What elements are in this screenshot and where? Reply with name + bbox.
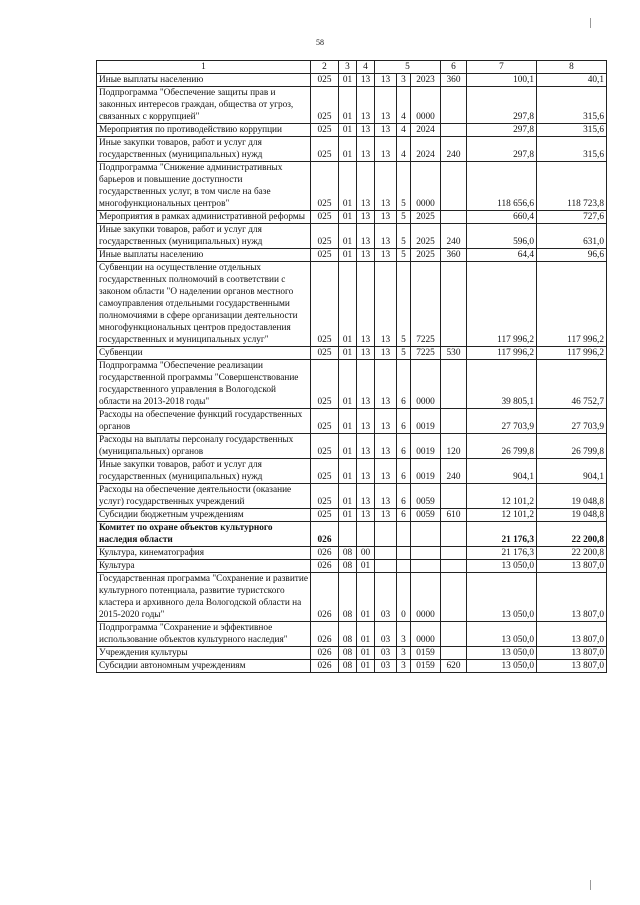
cell-expense-type	[441, 360, 467, 409]
row-name: Культура	[97, 560, 311, 573]
cell-amount-2017: 13 050,0	[467, 660, 537, 673]
cell-direction: 0000	[411, 162, 441, 211]
table-row	[97, 409, 607, 434]
cell-section: 01	[339, 162, 357, 211]
cell-subsection: 13	[357, 347, 375, 360]
cell-program: 13	[375, 249, 397, 262]
cell-amount-2018: 904,1	[537, 459, 607, 484]
cell-section: 08	[339, 647, 357, 660]
cell-expense-type	[441, 622, 467, 647]
cell-program	[375, 522, 397, 547]
cell-subsection: 13	[357, 124, 375, 137]
table-row	[97, 459, 607, 484]
row-name: Государственная программа "Сохранение и развитие культурного потенциала, развитие туристского кластера и архивного дела Вологодской области на 2015-2020 годы"	[97, 573, 311, 622]
cell-subsection: 13	[357, 459, 375, 484]
cell-direction: 0159	[411, 660, 441, 673]
table-row	[97, 360, 607, 409]
col-header-2: 2	[311, 61, 339, 74]
cell-amount-2018: 27 703,9	[537, 409, 607, 434]
cell-admin-code: 026	[311, 522, 339, 547]
cell-admin-code: 025	[311, 360, 339, 409]
cell-direction: 0059	[411, 484, 441, 509]
row-name: Расходы на выплаты персоналу государственных (муниципальных) органов	[97, 434, 311, 459]
cell-section: 08	[339, 573, 357, 622]
table-row	[97, 547, 607, 560]
cell-amount-2017: 21 176,3	[467, 522, 537, 547]
cell-amount-2018: 13 807,0	[537, 560, 607, 573]
cell-program: 13	[375, 484, 397, 509]
cell-expense-type	[441, 211, 467, 224]
cell-program: 03	[375, 573, 397, 622]
table-row	[97, 262, 607, 347]
cell-admin-code: 025	[311, 509, 339, 522]
cell-amount-2018: 40,1	[537, 74, 607, 87]
cell-program: 13	[375, 124, 397, 137]
cell-amount-2017: 904,1	[467, 459, 537, 484]
table-row	[97, 162, 607, 211]
cell-section: 01	[339, 224, 357, 249]
table-row	[97, 484, 607, 509]
cell-section	[339, 522, 357, 547]
edge-mark-bottom	[590, 880, 591, 890]
row-name: Иные закупки товаров, работ и услуг для государственных (муниципальных) нужд	[97, 224, 311, 249]
cell-subprogram: 3	[397, 74, 411, 87]
cell-section: 01	[339, 484, 357, 509]
cell-section: 08	[339, 622, 357, 647]
cell-section: 01	[339, 360, 357, 409]
cell-program: 13	[375, 347, 397, 360]
cell-program: 03	[375, 622, 397, 647]
row-name: Субсидии бюджетным учреждениям	[97, 509, 311, 522]
cell-admin-code: 026	[311, 647, 339, 660]
cell-admin-code: 025	[311, 249, 339, 262]
table-row	[97, 211, 607, 224]
row-name: Комитет по охране объектов культурного наследия области	[97, 522, 311, 547]
cell-section: 01	[339, 347, 357, 360]
cell-subsection: 01	[357, 647, 375, 660]
cell-direction: 0019	[411, 459, 441, 484]
cell-subsection: 01	[357, 660, 375, 673]
cell-subprogram: 3	[397, 647, 411, 660]
cell-amount-2017: 297,8	[467, 87, 537, 124]
cell-program: 13	[375, 87, 397, 124]
cell-direction: 7225	[411, 347, 441, 360]
table-row	[97, 647, 607, 660]
cell-expense-type	[441, 87, 467, 124]
cell-subprogram: 5	[397, 262, 411, 347]
cell-subprogram: 3	[397, 622, 411, 647]
cell-expense-type: 530	[441, 347, 467, 360]
cell-direction: 0059	[411, 509, 441, 522]
cell-amount-2017: 118 656,6	[467, 162, 537, 211]
row-name: Иные закупки товаров, работ и услуг для государственных (муниципальных) нужд	[97, 137, 311, 162]
cell-program: 13	[375, 360, 397, 409]
table-row	[97, 560, 607, 573]
cell-subprogram: 6	[397, 509, 411, 522]
cell-section: 01	[339, 459, 357, 484]
cell-expense-type	[441, 547, 467, 560]
cell-direction: 0000	[411, 573, 441, 622]
cell-direction: 2024	[411, 137, 441, 162]
cell-amount-2017: 12 101,2	[467, 509, 537, 522]
row-name: Мероприятия в рамках административной реформы	[97, 211, 311, 224]
cell-subprogram	[397, 560, 411, 573]
table-row	[97, 137, 607, 162]
cell-subprogram	[397, 547, 411, 560]
row-name: Расходы на обеспечение функций государственных органов	[97, 409, 311, 434]
cell-direction: 2023	[411, 74, 441, 87]
cell-section: 08	[339, 660, 357, 673]
cell-direction: 7225	[411, 262, 441, 347]
cell-subprogram: 4	[397, 124, 411, 137]
cell-program: 13	[375, 162, 397, 211]
row-name: Подпрограмма "Обеспечение защиты прав и законных интересов граждан, общества от угроз, связанных с коррупцией"	[97, 87, 311, 124]
cell-direction: 2025	[411, 249, 441, 262]
cell-subprogram: 6	[397, 409, 411, 434]
row-name: Иные выплаты населению	[97, 74, 311, 87]
cell-subprogram: 6	[397, 360, 411, 409]
cell-subsection: 01	[357, 622, 375, 647]
cell-subsection: 13	[357, 509, 375, 522]
cell-program	[375, 560, 397, 573]
cell-amount-2018: 727,6	[537, 211, 607, 224]
cell-amount-2018: 315,6	[537, 137, 607, 162]
cell-subsection: 01	[357, 560, 375, 573]
cell-program: 13	[375, 434, 397, 459]
cell-expense-type	[441, 124, 467, 137]
cell-expense-type: 240	[441, 137, 467, 162]
row-name: Мероприятия по противодействию коррупции	[97, 124, 311, 137]
table-row	[97, 509, 607, 522]
cell-admin-code: 025	[311, 459, 339, 484]
col-header-6: 6	[441, 61, 467, 74]
cell-direction: 2024	[411, 124, 441, 137]
cell-section: 01	[339, 124, 357, 137]
cell-subprogram: 6	[397, 484, 411, 509]
cell-subprogram: 5	[397, 347, 411, 360]
cell-subprogram: 4	[397, 87, 411, 124]
cell-section: 08	[339, 547, 357, 560]
cell-direction	[411, 547, 441, 560]
cell-subprogram: 0	[397, 573, 411, 622]
cell-expense-type: 360	[441, 74, 467, 87]
cell-admin-code: 025	[311, 409, 339, 434]
cell-program: 03	[375, 660, 397, 673]
cell-amount-2018: 631,0	[537, 224, 607, 249]
cell-admin-code: 025	[311, 74, 339, 87]
row-name: Подпрограмма "Обеспечение реализации государственной программы "Совершенствование государственного управления в Вологодской области на 2013-2018 годы"	[97, 360, 311, 409]
cell-direction: 0019	[411, 409, 441, 434]
cell-subprogram: 5	[397, 211, 411, 224]
cell-admin-code: 025	[311, 87, 339, 124]
col-header-8: 8	[537, 61, 607, 74]
cell-amount-2017: 12 101,2	[467, 484, 537, 509]
cell-amount-2017: 26 799,8	[467, 434, 537, 459]
cell-amount-2018: 19 048,8	[537, 509, 607, 522]
cell-amount-2017: 27 703,9	[467, 409, 537, 434]
cell-admin-code: 025	[311, 162, 339, 211]
cell-program: 13	[375, 262, 397, 347]
cell-amount-2017: 660,4	[467, 211, 537, 224]
cell-subsection: 13	[357, 87, 375, 124]
cell-expense-type	[441, 262, 467, 347]
row-name: Субвенции на осуществление отдельных государственных полномочий в соответствии с законом области "О наделении органов местного самоуправления отдельными государственными полномочиями в сфере организации деятельности многофункциональных центров предоставления государственных и муниципальных услуг"	[97, 262, 311, 347]
cell-amount-2018: 315,6	[537, 87, 607, 124]
cell-program: 03	[375, 647, 397, 660]
table-row	[97, 347, 607, 360]
row-name: Субвенции	[97, 347, 311, 360]
cell-expense-type	[441, 647, 467, 660]
cell-amount-2017: 13 050,0	[467, 573, 537, 622]
table-row	[97, 573, 607, 622]
cell-amount-2018: 117 996,2	[537, 347, 607, 360]
cell-expense-type	[441, 162, 467, 211]
cell-subprogram: 5	[397, 249, 411, 262]
cell-amount-2018: 22 200,8	[537, 522, 607, 547]
cell-subsection: 13	[357, 211, 375, 224]
cell-amount-2018: 22 200,8	[537, 547, 607, 560]
cell-expense-type: 360	[441, 249, 467, 262]
cell-amount-2017: 100,1	[467, 74, 537, 87]
cell-subprogram: 5	[397, 224, 411, 249]
page-number: 58	[316, 38, 324, 47]
cell-subsection: 13	[357, 224, 375, 249]
row-name: Подпрограмма "Сохранение и эффективное использование объектов культурного наследия"	[97, 622, 311, 647]
cell-amount-2018: 26 799,8	[537, 434, 607, 459]
cell-expense-type: 610	[441, 509, 467, 522]
cell-admin-code: 025	[311, 211, 339, 224]
cell-subsection: 13	[357, 434, 375, 459]
table-row	[97, 74, 607, 87]
cell-admin-code: 026	[311, 547, 339, 560]
cell-amount-2018: 13 807,0	[537, 660, 607, 673]
cell-program: 13	[375, 509, 397, 522]
cell-amount-2017: 596,0	[467, 224, 537, 249]
cell-admin-code: 025	[311, 124, 339, 137]
cell-amount-2017: 117 996,2	[467, 347, 537, 360]
cell-subprogram: 6	[397, 434, 411, 459]
cell-admin-code: 026	[311, 560, 339, 573]
cell-expense-type: 120	[441, 434, 467, 459]
cell-section: 01	[339, 262, 357, 347]
cell-program: 13	[375, 137, 397, 162]
cell-subsection: 13	[357, 360, 375, 409]
row-name: Иные выплаты населению	[97, 249, 311, 262]
table-row	[97, 87, 607, 124]
cell-amount-2017: 297,8	[467, 124, 537, 137]
row-name: Культура, кинематография	[97, 547, 311, 560]
cell-section: 01	[339, 74, 357, 87]
cell-amount-2017: 21 176,3	[467, 547, 537, 560]
header-row	[97, 61, 607, 74]
cell-amount-2017: 297,8	[467, 137, 537, 162]
cell-direction	[411, 522, 441, 547]
cell-admin-code: 025	[311, 347, 339, 360]
cell-subsection: 00	[357, 547, 375, 560]
cell-amount-2018: 13 807,0	[537, 573, 607, 622]
cell-expense-type: 240	[441, 459, 467, 484]
cell-amount-2018: 13 807,0	[537, 622, 607, 647]
cell-amount-2018: 117 996,2	[537, 262, 607, 347]
row-name: Расходы на обеспечение деятельности (оказание услуг) государственных учреждений	[97, 484, 311, 509]
table-row	[97, 224, 607, 249]
cell-section: 01	[339, 249, 357, 262]
cell-subprogram: 5	[397, 162, 411, 211]
cell-section: 01	[339, 87, 357, 124]
cell-admin-code: 025	[311, 224, 339, 249]
cell-program: 13	[375, 211, 397, 224]
cell-subsection: 13	[357, 262, 375, 347]
cell-admin-code: 026	[311, 622, 339, 647]
cell-subsection: 13	[357, 249, 375, 262]
cell-section: 01	[339, 434, 357, 459]
row-name: Учреждения культуры	[97, 647, 311, 660]
cell-direction: 2025	[411, 211, 441, 224]
cell-program: 13	[375, 409, 397, 434]
table-row	[97, 434, 607, 459]
cell-amount-2017: 39 805,1	[467, 360, 537, 409]
cell-subprogram: 3	[397, 660, 411, 673]
cell-subsection: 13	[357, 162, 375, 211]
cell-amount-2018: 46 752,7	[537, 360, 607, 409]
cell-admin-code: 025	[311, 137, 339, 162]
col-header-5: 5	[375, 61, 441, 74]
cell-program: 13	[375, 74, 397, 87]
cell-expense-type	[441, 522, 467, 547]
cell-direction: 2025	[411, 224, 441, 249]
cell-amount-2018: 19 048,8	[537, 484, 607, 509]
cell-expense-type	[441, 560, 467, 573]
cell-section: 01	[339, 211, 357, 224]
cell-expense-type	[441, 409, 467, 434]
cell-subprogram	[397, 522, 411, 547]
cell-admin-code: 025	[311, 262, 339, 347]
cell-amount-2017: 117 996,2	[467, 262, 537, 347]
cell-expense-type	[441, 484, 467, 509]
cell-direction: 0019	[411, 434, 441, 459]
row-name: Иные закупки товаров, работ и услуг для государственных (муниципальных) нужд	[97, 459, 311, 484]
cell-expense-type: 240	[441, 224, 467, 249]
cell-subsection: 13	[357, 484, 375, 509]
cell-subsection: 01	[357, 573, 375, 622]
cell-direction: 0159	[411, 647, 441, 660]
cell-amount-2018: 118 723,8	[537, 162, 607, 211]
table-row	[97, 522, 607, 547]
col-header-7: 7	[467, 61, 537, 74]
table-row	[97, 249, 607, 262]
cell-amount-2017: 13 050,0	[467, 622, 537, 647]
cell-subsection: 13	[357, 409, 375, 434]
cell-program: 13	[375, 459, 397, 484]
col-header-4: 4	[357, 61, 375, 74]
cell-amount-2018: 13 807,0	[537, 647, 607, 660]
cell-subprogram: 4	[397, 137, 411, 162]
cell-expense-type	[441, 573, 467, 622]
row-name: Субсидии автономным учреждениям	[97, 660, 311, 673]
cell-direction	[411, 560, 441, 573]
cell-admin-code: 025	[311, 434, 339, 459]
cell-section: 01	[339, 137, 357, 162]
cell-amount-2017: 13 050,0	[467, 647, 537, 660]
table-row	[97, 660, 607, 673]
cell-direction: 0000	[411, 360, 441, 409]
cell-subsection: 13	[357, 137, 375, 162]
cell-amount-2017: 13 050,0	[467, 560, 537, 573]
col-header-3: 3	[339, 61, 357, 74]
cell-amount-2017: 64,4	[467, 249, 537, 262]
row-name: Подпрограмма "Снижение административных барьеров и повышение доступности государственных услуг, в том числе на базе многофункциональных центров"	[97, 162, 311, 211]
cell-admin-code: 026	[311, 573, 339, 622]
cell-amount-2018: 315,6	[537, 124, 607, 137]
cell-admin-code: 025	[311, 484, 339, 509]
cell-direction: 0000	[411, 622, 441, 647]
cell-admin-code: 026	[311, 660, 339, 673]
cell-program	[375, 547, 397, 560]
cell-subprogram: 6	[397, 459, 411, 484]
col-header-1: 1	[97, 61, 311, 74]
table-row	[97, 124, 607, 137]
cell-expense-type: 620	[441, 660, 467, 673]
cell-section: 08	[339, 560, 357, 573]
budget-table	[96, 60, 607, 673]
edge-mark-top	[590, 18, 591, 28]
cell-section: 01	[339, 509, 357, 522]
cell-amount-2018: 96,6	[537, 249, 607, 262]
cell-program: 13	[375, 224, 397, 249]
cell-section: 01	[339, 409, 357, 434]
cell-subsection: 13	[357, 74, 375, 87]
cell-subsection	[357, 522, 375, 547]
table-row	[97, 622, 607, 647]
cell-direction: 0000	[411, 87, 441, 124]
